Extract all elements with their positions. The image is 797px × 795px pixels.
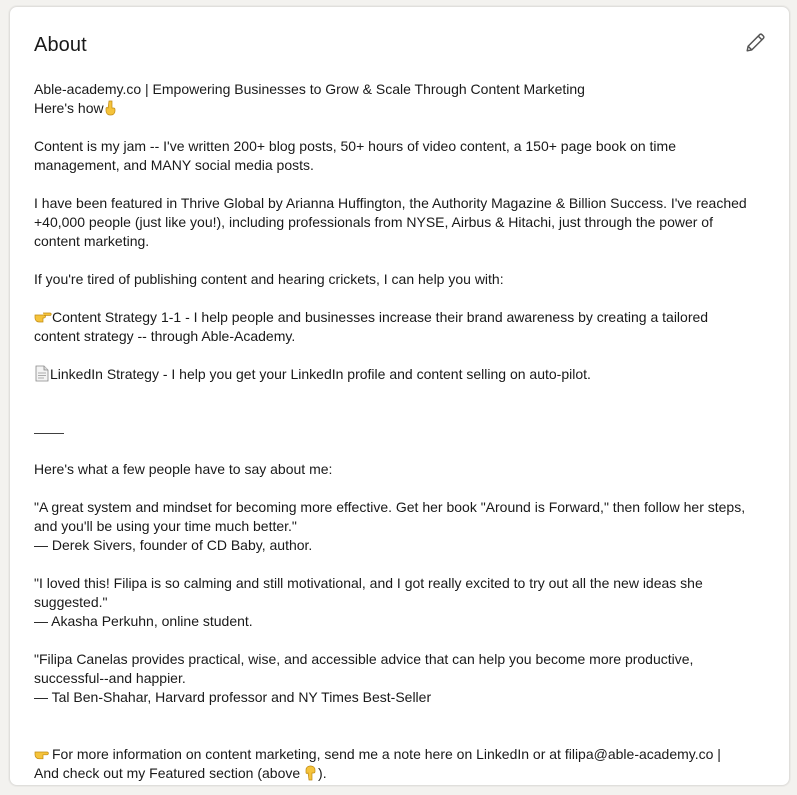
- testimonial-quote: "Filipa Canelas provides practical, wise, and accessible advice that can help you become more productive, successful--and happier.: [34, 651, 694, 686]
- cta-line: For more information on content marketing, send me a note here on LinkedIn or at filipa@able-academy.co |: [34, 745, 757, 764]
- testimonial-quote: "A great system and mindset for becoming more effective. Get her book "Around is Forward," then follow her steps, and you'll be using your time much better.": [34, 499, 746, 534]
- backhand-index-pointing-down-icon: [104, 100, 118, 116]
- about-text: [34, 80, 757, 783]
- backhand-index-pointing-up-icon: [304, 765, 318, 781]
- service-item-content-strategy: Content Strategy 1-1 - I help people and businesses increase their brand awareness by creating a tailored content strategy -- through Able-Academy.: [34, 309, 709, 344]
- content-paragraph: Content is my jam -- I've written 200+ blog posts, 50+ hours of video content, a 150+ page book on time management, and MANY social media posts.: [34, 138, 676, 173]
- service-item-linkedin-strategy: LinkedIn Strategy - I help you get your LinkedIn profile and content selling on auto-pilot.: [34, 365, 757, 384]
- edit-about-button[interactable]: [741, 29, 769, 57]
- section-title: About: [34, 34, 87, 56]
- testimonial-quote: "I loved this! Filipa is so calming and still motivational, and I got really excited to try out all the new ideas she suggested.": [34, 575, 703, 610]
- testimonial-author: — Akasha Perkuhn, online student.: [34, 613, 253, 629]
- testimonials-intro: Here's what a few people have to say about me:: [34, 461, 333, 477]
- pencil-icon: [744, 32, 766, 54]
- handshake-hand-icon: [34, 309, 52, 321]
- card-header: [34, 33, 769, 61]
- page-facing-up-icon: [34, 365, 50, 382]
- divider: [34, 422, 757, 441]
- backhand-index-pointing-right-icon: [34, 746, 52, 758]
- cta-featured-line: And check out my Featured section (above ).: [34, 765, 327, 781]
- about-card: [9, 6, 790, 786]
- featured-paragraph: I have been featured in Thrive Global by Arianna Huffington, the Authority Magazine & Billion Success. I've reached +40,000 people (just like you!), including professionals from NYSE, Airbus & Hitachi, just through the power of content marketing.: [34, 195, 747, 249]
- tired-paragraph: If you're tired of publishing content and hearing crickets, I can help you with:: [34, 271, 504, 287]
- testimonial-author: — Derek Sivers, founder of CD Baby, author.: [34, 537, 313, 553]
- intro-line: Able-academy.co | Empowering Businesses to Grow & Scale Through Content Marketing: [34, 81, 585, 97]
- testimonial-author: — Tal Ben-Shahar, Harvard professor and NY Times Best-Seller: [34, 689, 432, 705]
- how-line: Here's how: [34, 99, 757, 118]
